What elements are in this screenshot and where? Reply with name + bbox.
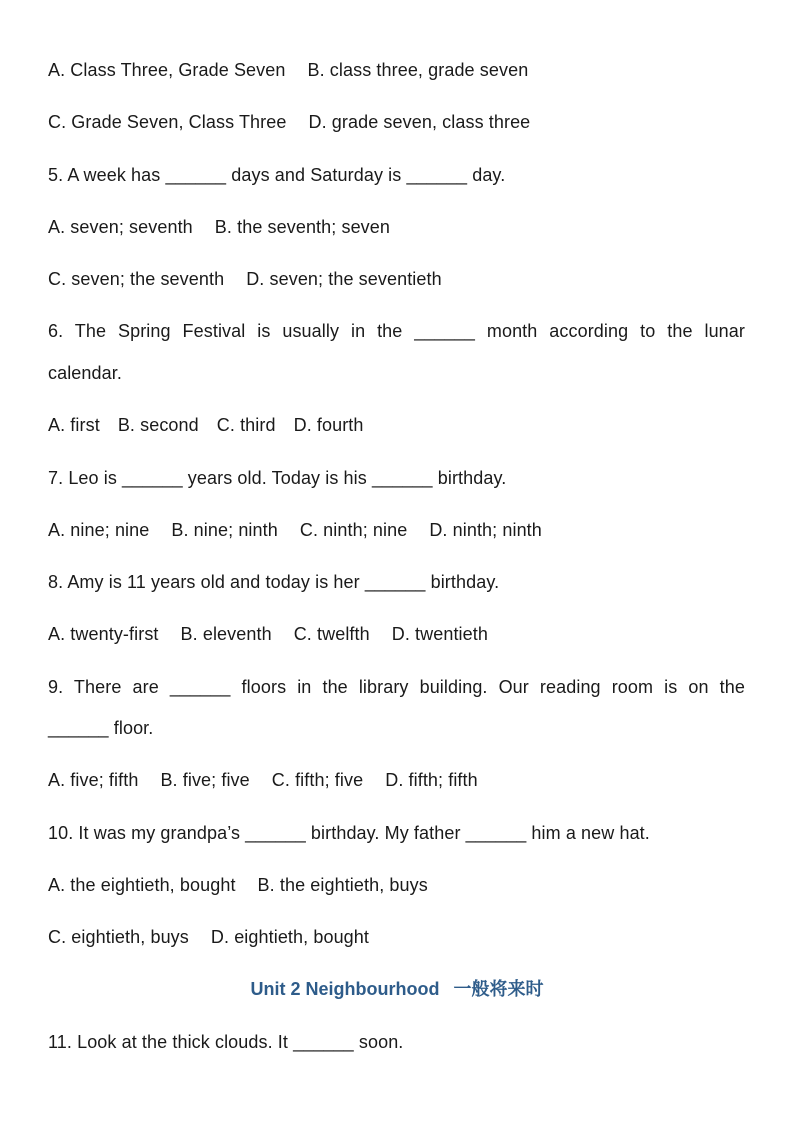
q5-options-ab xyxy=(48,216,390,238)
option-d: D. twentieth xyxy=(391,624,488,644)
option-c: C. eightieth, buys xyxy=(48,927,189,947)
question-5: 5. A week has ______ days and Saturday is ______ day. xyxy=(48,165,506,185)
option-a: A. five; fifth xyxy=(48,770,139,790)
question-11: 11. Look at the thick clouds. It ______ soon. xyxy=(48,1032,404,1052)
option-a: A. seven; seventh xyxy=(48,217,193,237)
q6-options xyxy=(48,414,364,436)
option-d: D. grade seven, class three xyxy=(308,112,531,132)
question-9-line-1: 9. There are ______ floors in the library building. Our reading room is on the xyxy=(48,677,745,697)
option-d: D. seven; the seventieth xyxy=(246,269,442,289)
option-b: B. the seventh; seven xyxy=(214,217,391,237)
option-b: B. the eightieth, buys xyxy=(257,875,428,895)
option-c: C. twelfth xyxy=(293,624,370,644)
q10-options-cd xyxy=(48,926,369,948)
option-c: C. seven; the seventh xyxy=(48,269,225,289)
option-c: C. ninth; nine xyxy=(299,520,408,540)
option-d: D. ninth; ninth xyxy=(429,520,542,540)
option-c: C. fifth; five xyxy=(271,770,364,790)
q4-options-cd xyxy=(48,111,530,133)
option-b: B. five; five xyxy=(160,770,250,790)
question-6-line-2: calendar. xyxy=(48,363,122,383)
option-b: B. second xyxy=(117,415,199,435)
option-a: A. Class Three, Grade Seven xyxy=(48,60,286,80)
question-10: 10. It was my grandpa’s ______ birthday. My father ______ him a new hat. xyxy=(48,823,650,843)
unit-heading xyxy=(0,978,794,1000)
q10-options-ab xyxy=(48,874,428,896)
option-d: D. fourth xyxy=(293,415,364,435)
option-c: C. Grade Seven, Class Three xyxy=(48,112,287,132)
option-b: B. nine; ninth xyxy=(171,520,278,540)
unit-heading-english: Unit 2 Neighbourhood xyxy=(250,979,440,999)
option-a: A. first xyxy=(48,415,100,435)
option-d: D. eightieth, bought xyxy=(210,927,370,947)
q7-options xyxy=(48,519,542,541)
option-d: D. fifth; fifth xyxy=(385,770,478,790)
q5-options-cd xyxy=(48,268,442,290)
option-c: C. third xyxy=(216,415,276,435)
question-9-line-2: ______ floor. xyxy=(48,718,154,738)
option-a: A. nine; nine xyxy=(48,520,150,540)
unit-heading-chinese: 一般将来时 xyxy=(453,979,544,999)
question-7: 7. Leo is ______ years old. Today is his ______ birthday. xyxy=(48,468,507,488)
q8-options xyxy=(48,623,488,645)
option-a: A. the eightieth, bought xyxy=(48,875,236,895)
q9-options xyxy=(48,769,478,791)
q4-options-ab xyxy=(48,59,528,81)
option-b: B. eleventh xyxy=(180,624,272,644)
question-8: 8. Amy is 11 years old and today is her ______ birthday. xyxy=(48,572,500,592)
option-a: A. twenty-first xyxy=(48,624,159,644)
question-6-line-1: 6. The Spring Festival is usually in the ______ month according to the lunar xyxy=(48,321,745,341)
option-b: B. class three, grade seven xyxy=(307,60,529,80)
